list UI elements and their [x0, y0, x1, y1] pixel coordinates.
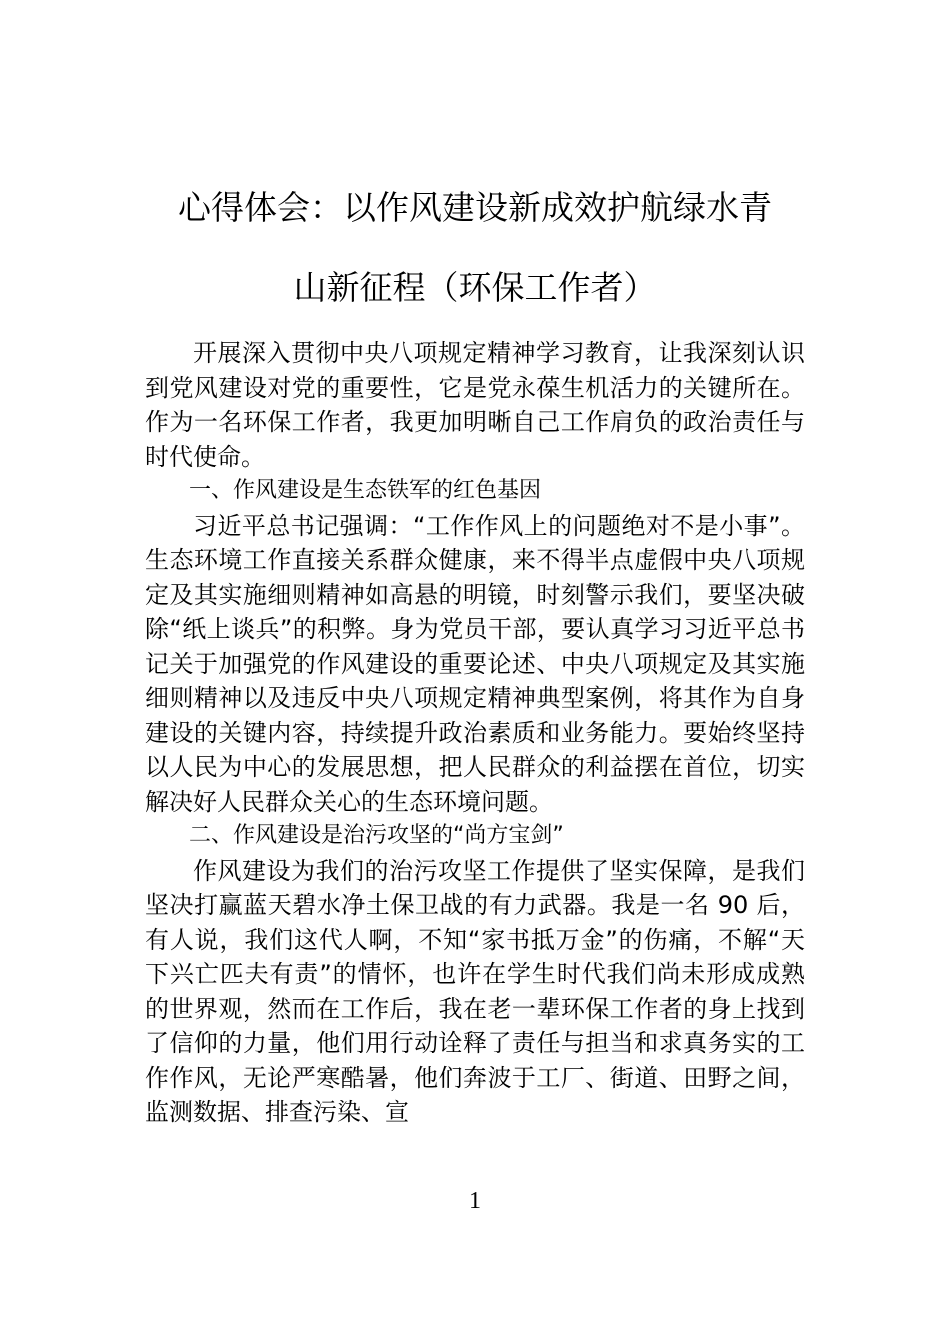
paragraph-intro: 开展深入贯彻中央八项规定精神学习教育，让我深刻认识到党风建设对党的重要性，它是党永葆生机活力的关键所在。作为一名环保工作者，我更加明晰自己工作肩负的政治责任与时代使命。 [145, 339, 805, 471]
document-title [145, 168, 805, 328]
page-number: 1 [469, 1188, 481, 1214]
section-heading-1: 一、作风建设是生态铁军的红色基因 [189, 478, 542, 503]
title-line-2: 山新征程（环保工作者） [293, 268, 657, 307]
title-line-1: 心得体会：以作风建设新成效护航绿水青 [178, 188, 772, 227]
section-heading-2: 二、作风建设是治污攻坚的“尚方宝剑” [189, 823, 564, 848]
paragraph-section-2: 作风建设为我们的治污攻坚工作提供了坚实保障，是我们坚决打赢蓝天碧水净土保卫战的有力武器。我是一名 90 后，有人说，我们这代人啊，不知“家书抵万金”的伤痛，不解“天下兴亡匹夫有责”的情怀，也许在学生时代我们尚未形成成熟的世界观，然而在工作后，我在老一辈环保工作者的身上找到了信仰的力量，他们用行动诠释了责任与担当和求真务实的工作作风，无论严寒酷暑，他们奔波于工厂、街道、田野之间，监测数据、排查污染、宣 [145, 856, 805, 1126]
document-body [145, 336, 805, 1130]
paragraph-section-1: 习近平总书记强调：“工作作风上的问题绝对不是小事”。生态环境工作直接关系群众健康，来不得半点虚假中央八项规定及其实施细则精神如高悬的明镜，时刻警示我们，要坚决破除“纸上谈兵”的积弊。身为党员干部，要认真学习习近平总书记关于加强党的作风建设的重要论述、中央八项规定及其实施细则精神以及违反中央八项规定精神典型案例，将其作为自身建设的关键内容，持续提升政治素质和业务能力。要始终坚持以人民为中心的发展思想，把人民群众的利益摆在首位，切实解决好人民群众关心的生态环境问题。 [145, 511, 805, 816]
